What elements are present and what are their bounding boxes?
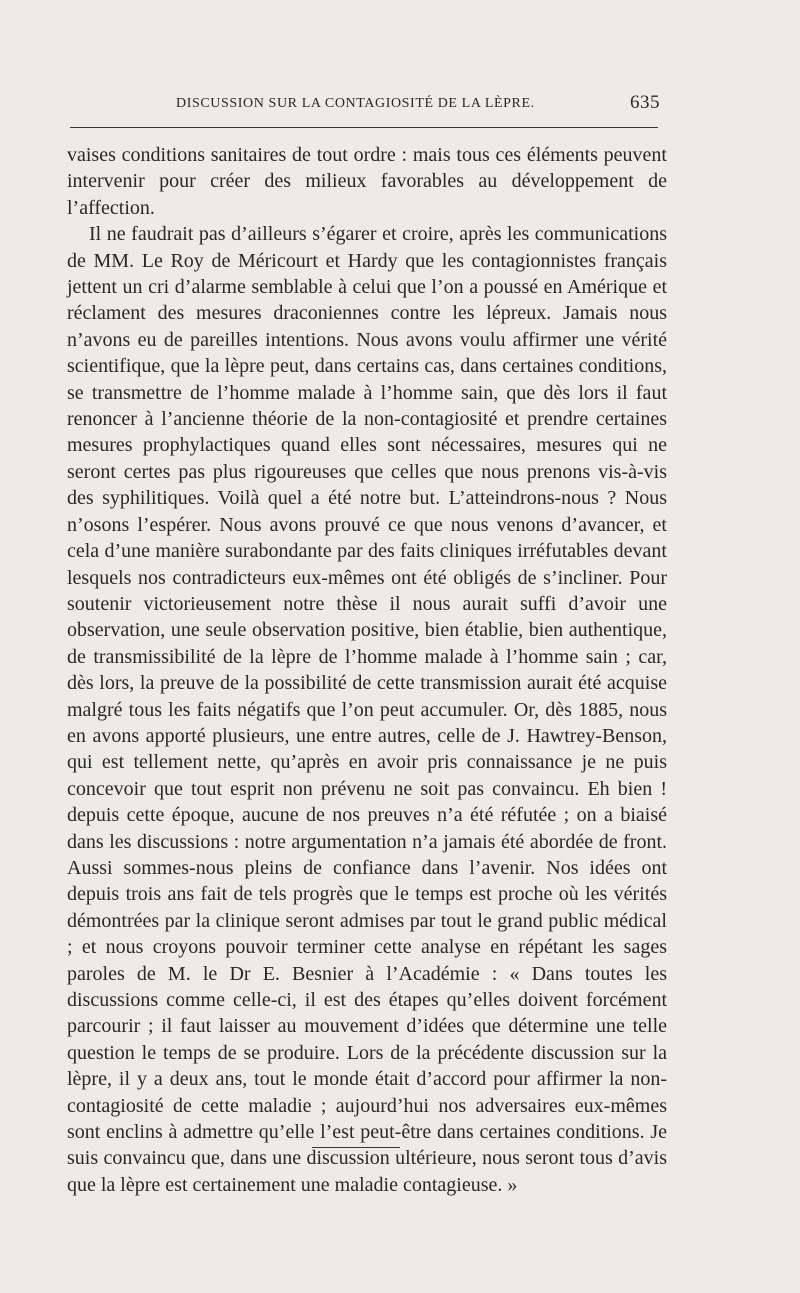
closing-rule	[312, 1147, 400, 1148]
page-number: 635	[630, 92, 660, 113]
header-rule	[70, 127, 658, 128]
paragraph: Il ne faudrait pas d’ailleurs s’égarer et croire, après les communications de MM. Le Roy de Méricourt et Hardy que les contagionnistes français jettent un cri d’alarme semblable à celui que l’on a poussé en Amérique et réclament des mesures draconiennes contre les lépreux. Jamais nous n’avons eu de pareilles intentions. Nous avons voulu affirmer une vérité scientifique, que la lèpre peut, dans certains cas, dans certaines conditions, se transmettre de l’homme malade à l’homme sain, que dès lors il faut renoncer à l’ancienne théorie de la non-contagiosité et prendre certaines mesures prophylactiques quand elles sont nécessaires, mesures qui ne seront certes pas plus rigoureuses que celles que nous prenons vis-à-vis des syphilitiques. Voilà quel a été notre but. L’atteindrons-nous ? Nous n’osons l’espérer. Nous avons prouvé ce que nous venons d’avancer, et cela d’une manière surabondante par des faits cliniques irréfutables devant lesquels nos contradicteurs eux-mêmes ont été obligés de s’incliner. Pour soutenir victorieusement notre thèse il nous aurait suffi d’avoir une observation, une seule observation positive, bien établie, bien authentique, de transmissibilité de la lèpre de l’homme malade à l’homme sain ; car, dès lors, la preuve de la possibilité de cette transmission aurait été acquise malgré tous les faits négatifs que l’on peut accumuler. Or, dès 1885, nous en avons apporté plusieurs, une entre autres, celle de J. Hawtrey-Benson, qui est tellement nette, qu’après en avoir pris connaissance je ne puis concevoir que tout esprit non prévenu ne soit pas convaincu. Eh bien ! depuis cette époque, aucune de nos preuves n’a été réfutée ; on a biaisé dans les discussions : notre argumentation n’a jamais été abordée de front. Aussi sommes-nous pleins de confiance dans l’avenir. Nos idées ont depuis trois ans fait de tels progrès que le temps est proche où les vérités démontrées par la clinique seront admises par tout le grand public médical ; et nous croyons pouvoir terminer cette analyse en répétant les sages paroles de M. le Dr E. Besnier à l’Académie : « Dans toutes les discussions comme celle-ci, il est des étapes qu’elles doivent forcément parcourir ; il faut laisser au mouvement d’idées que détermine une telle question le temps de se produire. Lors de la précédente discussion sur la lèpre, il y a deux ans, tout le monde était d’accord pour affirmer la non-contagiosité de cette maladie ; aujourd’hui nos adversaires eux-mêmes sont enclins à admettre qu’elle l’est peut-être dans certaines conditions. Je suis convaincu que, dans une discussion ultérieure, nous seront tous d’avis que la lèpre est certainement une maladie contagieuse. »	[67, 223, 667, 1196]
paragraph-continuation: vaises conditions sanitaires de tout ordre : mais tous ces éléments peuvent intervenir pour créer des milieux favorables au développement de l’affection.	[67, 144, 667, 219]
running-head: DISCUSSION SUR LA CONTAGIOSITÉ DE LA LÈPRE.	[176, 96, 535, 111]
body-text	[67, 142, 667, 1198]
